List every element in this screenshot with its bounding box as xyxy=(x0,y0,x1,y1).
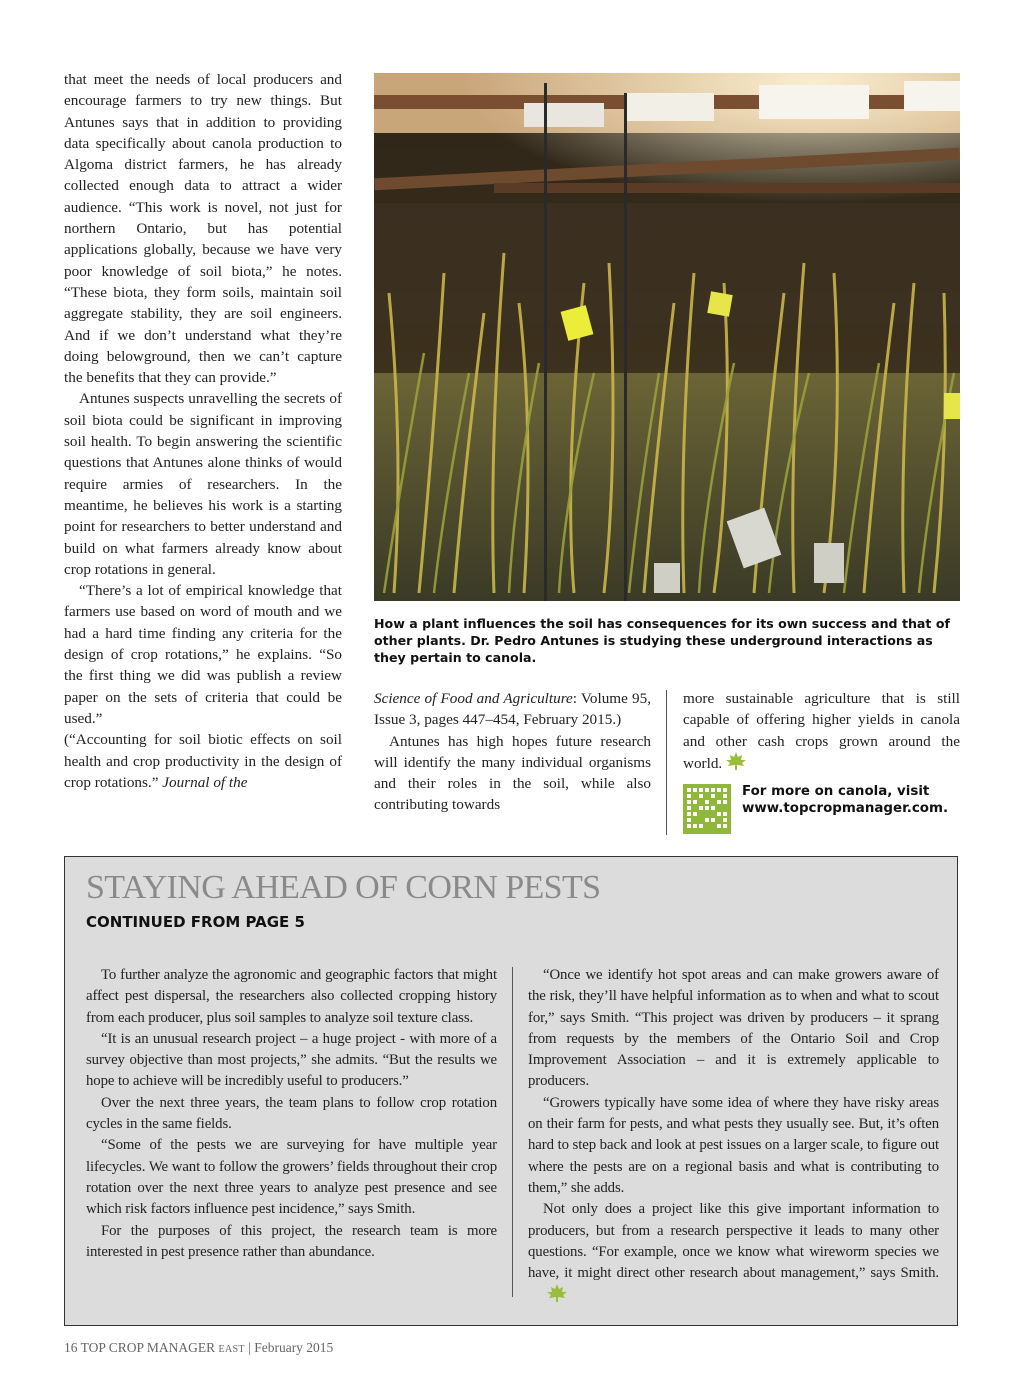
article-paragraph xyxy=(683,688,960,776)
citation-text: (“Accounting for soil biotic effects on soil health and crop productivity in the design of crop rotations.” xyxy=(64,731,342,791)
page-number: 16 xyxy=(64,1340,78,1355)
article-paragraph xyxy=(64,729,342,793)
photo-caption: How a plant influences the soil has consequences for its own success and that of other plants. Dr. Pedro Antunes is studying these underground interactions as they pertain to canola. xyxy=(374,616,950,665)
article-paragraph: Antunes suspects unravelling the secrets of soil biota could be significant in improving soil health. To begin answering the scientific questions that Antunes alone thinks of would require armies of researchers. In the meantime, he believes his work is a starting point for researchers to better understand and build on what farmers already know about crop rotations in general. xyxy=(64,390,342,578)
citation-details: : Volume 95, Issue 3, pages 447–454, February 2015.) xyxy=(374,690,651,729)
magazine-name: TOP CROP MANAGER xyxy=(80,1340,216,1355)
sidebar-title: STAYING AHEAD OF CORN PESTS xyxy=(86,869,601,906)
issue-date: February 2015 xyxy=(254,1340,334,1355)
greenhouse-illustration xyxy=(374,73,960,601)
sidebar-paragraph: “Once we identify hot spot areas and can make growers aware of the risk, they’ll have helpful information as to when and what to scout for,” says Smith. “This project was driven by producers – it sprang from requests by the members of the Ontario Soil and Crop Improvement Association – and it is extremely applicable to producers. xyxy=(528,967,939,1090)
sidebar-left-column xyxy=(86,965,497,1263)
page-footer xyxy=(64,1340,333,1356)
sidebar-column-divider xyxy=(512,967,513,1297)
article-middle-column xyxy=(374,688,651,816)
sidebar-paragraph xyxy=(528,1199,939,1309)
sidebar-paragraph: To further analyze the agronomic and geographic factors that might affect pest dispersal, the researchers also collected cropping history from each producer, plus soil samples to analyze soil texture class. xyxy=(86,967,497,1026)
qr-code-icon[interactable] xyxy=(683,784,731,834)
more-info-box xyxy=(683,784,960,836)
article-paragraph: that meet the needs of local producers and encourage farmers to try new things. But Antunes says that in addition to providing data specifically about canola production to Algoma district farmers, he has already collected enough data to attract a wider audience. “This work is novel, not just for northern Ontario, but has potential applications globally, because we have very poor knowledge of soil biota,” he notes. “These biota, they form soils, maintain soil aggregate stability, they are soil engineers. And if we don’t understand what they’re doing belowground, then we can’t capture the benefits that they can provide.” xyxy=(64,71,342,387)
sidebar-paragraph: “It is an unusual research project – a huge project - with more of a survey objective than most projects,” she admits. “But the results we hope to achieve will be incredibly useful to producers.” xyxy=(86,1030,497,1090)
greenhouse-photo xyxy=(374,73,960,601)
maple-leaf-icon xyxy=(532,1284,567,1309)
sidebar-paragraph: “Growers typically have some idea of where they have risky areas on their farm for pests, and what pests they usually see. But, it’s often hard to step back and look at pest issues on a larger scale, to figure out where the pests are on a regional basis and what is contributing to them,” she adds. xyxy=(528,1094,939,1196)
article-left-column xyxy=(64,69,342,793)
continued-article-box xyxy=(64,856,958,1326)
column-divider xyxy=(666,690,667,835)
article-paragraph xyxy=(374,688,651,731)
maple-leaf-icon xyxy=(726,752,746,776)
website-link[interactable]: www.topcropmanager.com. xyxy=(742,801,949,816)
article-right-column xyxy=(683,688,960,776)
footer-separator: | xyxy=(248,1340,251,1355)
closing-paragraph: more sustainable agriculture that is still capable of offering higher yields in canola and other cash crops grown around the world. xyxy=(683,690,960,772)
sidebar-closing-text: Not only does a project like this give important information to producers, but from a research perspective it leads to many other questions. “For example, once we know what wireworm species we have, it might direct other research about management,” says Smith. xyxy=(528,1201,939,1282)
more-info-text xyxy=(742,783,967,817)
magazine-edition: EAST xyxy=(218,1344,245,1355)
sidebar-paragraph: “Some of the pests we are surveying for have multiple year lifecycles. We want to follow the growers’ fields throughout their crop rotation over the next three years to analyze pest presence and see which risk factors influence pest incidence,” says Smith. xyxy=(86,1137,497,1218)
sidebar-paragraph: For the purposes of this project, the research team is more interested in pest presence rather than abundance. xyxy=(86,1222,497,1260)
article-paragraph: Antunes has high hopes future research will identify the many individual organisms and their roles in the soil, while also contributing towards xyxy=(374,732,651,814)
sidebar-right-column xyxy=(528,965,939,1310)
sidebar-subtitle: CONTINUED FROM PAGE 5 xyxy=(86,913,305,931)
sidebar-paragraph: Over the next three years, the team plans to follow crop rotation cycles in the same fields. xyxy=(86,1094,497,1133)
journal-name-start: Journal of the xyxy=(162,773,248,791)
more-info-line: For more on canola, visit xyxy=(742,784,930,799)
article-paragraph: “There’s a lot of empirical knowledge that farmers use based on word of mouth and we had a hard time finding any criteria for the design of crop rotations,” he explains. “So the first thing we did was publish a review paper on the sets of criteria that could be used.” xyxy=(64,582,342,727)
journal-name-end: Science of Food and Agriculture xyxy=(374,690,573,707)
